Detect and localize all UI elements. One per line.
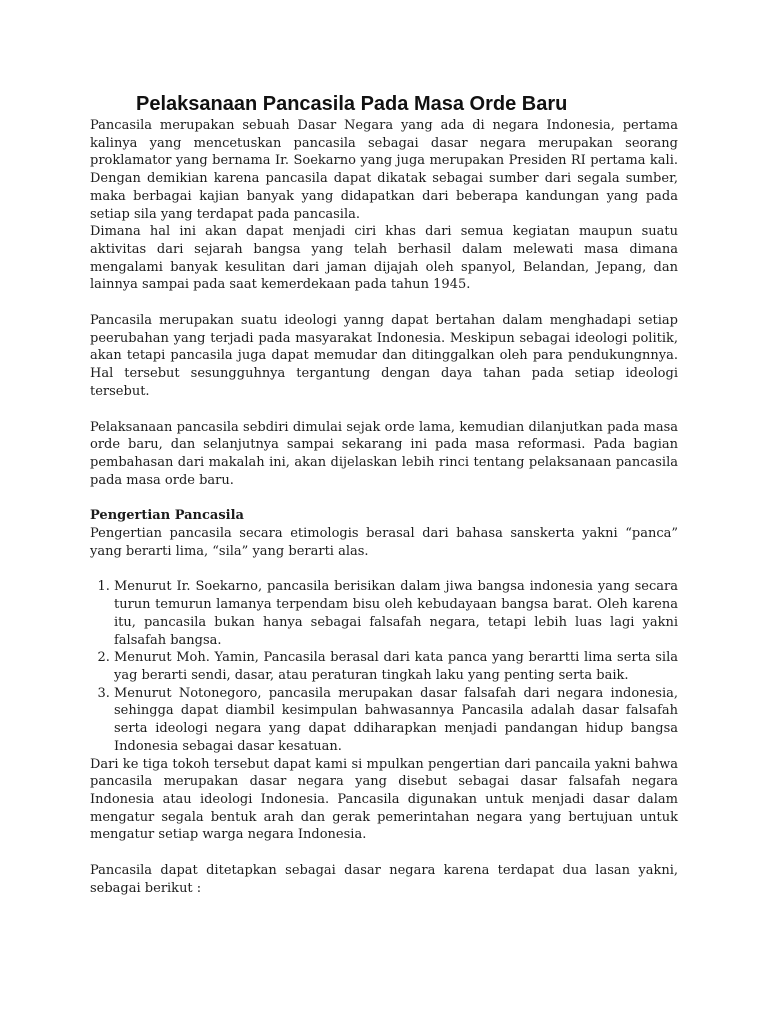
paragraph-implementation: Pelaksanaan pancasila sebdiri dimulai sejak orde lama, kemudian dilanjutkan pada masa orde baru, dan selanjutnya sampai sekarang ini pada masa reformasi. Pada bagian pembahasan dari makalah ini, akan dijelaskan lebih rinci tentang pelaksanaan pancasila pada masa orde baru.: [90, 419, 678, 488]
paragraph-gap: [90, 560, 678, 578]
list-item: 1. Menurut Ir. Soekarno, pancasila berisikan dalam jiwa bangsa indonesia yang secara turun temurun lamanya terpendam bisu oleh kebudayaan bangsa barat. Oleh karena itu, pancasila bukan hanya sebagai falsafah negara, tetapi lebih luas lagi yakni falsafah bangsa.: [114, 578, 678, 649]
paragraph-ideology: Pancasila merupakan suatu ideologi yanng dapat bertahan dalam menghadapi setiap peerubahan yang terjadi pada masyarakat Indonesia. Meskipun sebagai ideologi politik, akan tetapi pancasila juga dapat memudar dan ditinggalkan oleh para pendukungnnya. Hal tersebut sesungguhnya tergantung dengan daya tahan pada setiap ideologi tersebut.: [90, 313, 678, 399]
paragraph-gap: [90, 844, 678, 862]
section-intro: Pengertian pancasila secara etimologis berasal dari bahasa sanskerta yakni “panca” yang berarti lima, “sila” yang berarti alas.: [90, 526, 678, 559]
document-body: [90, 117, 678, 897]
paragraph-gap: [90, 401, 678, 419]
list-item: 3. Menurut Notonegoro, pancasila merupakan dasar falsafah dari negara indonesia, sehingga dapat diambil kesimpulan bahwasannya Pancasila adalah dasar falsafah serta ideologi negara yang dapat ddiharapkan menjadi pandangan hidup bangsa Indonesia sebagai dasar kesatuan.: [114, 685, 678, 756]
final-paragraph: Pancasila dapat ditetapkan sebagai dasar negara karena terdapat dua lasan yakni, sebagai berikut :: [90, 863, 678, 896]
list-item: 2. Menurut Moh. Yamin, Pancasila berasal dari kata panca yang berartti lima serta sila yag berarti sendi, dasar, atau peraturan tingkah laku yang penting serta baik.: [114, 649, 678, 684]
conclusion-paragraph: Dari ke tiga tokoh tersebut dapat kami si mpulkan pengertian dari pancaila yakni bahwa pancasila merupakan dasar negara yang disebut sebagai dasar falsafah negara Indonesia atau ideologi Indonesia. Pancasila digunakan untuk menjadi dasar dalam mengatur segala bentuk arah dan gerak pemerintahan negara yang bertujuan untuk mengatur setiap warga negara Indonesia.: [90, 756, 678, 843]
document-title: Pelaksanaan Pancasila Pada Masa Orde Baru: [136, 93, 568, 115]
section-heading: Pengertian Pancasila: [90, 508, 244, 524]
intro-paragraph-2: Dimana hal ini akan dapat menjadi ciri khas dari semua kegiatan maupun suatu aktivitas dari sejarah bangsa yang telah berhasil dalam melewati masa dimana mengalami banyak kesulitan dari jaman dijajah oleh spanyol, Belandan, Jepang, dan lainnya sampai pada saat kemerdekaan pada tahun 1945.: [90, 224, 678, 293]
paragraph-gap: [90, 294, 678, 312]
definitions-list: [90, 578, 678, 755]
paragraph-gap: [90, 489, 678, 507]
intro-paragraph-1: Pancasila merupakan sebuah Dasar Negara yang ada di negara Indonesia, pertama kalinya yang mencetuskan pancasila sebagai dasar negara merupakan seorang proklamator yang bernama Ir. Soekarno yang juga merupakan Presiden RI pertama kali. Dengan demikian karena pancasila dapat dikatak sebagai sumber dari segala sumber, maka berbagai kajian banyak yang didapatkan dari beberapa kandungan yang pada setiap sila yang terdapat pada pancasila.: [90, 118, 678, 222]
